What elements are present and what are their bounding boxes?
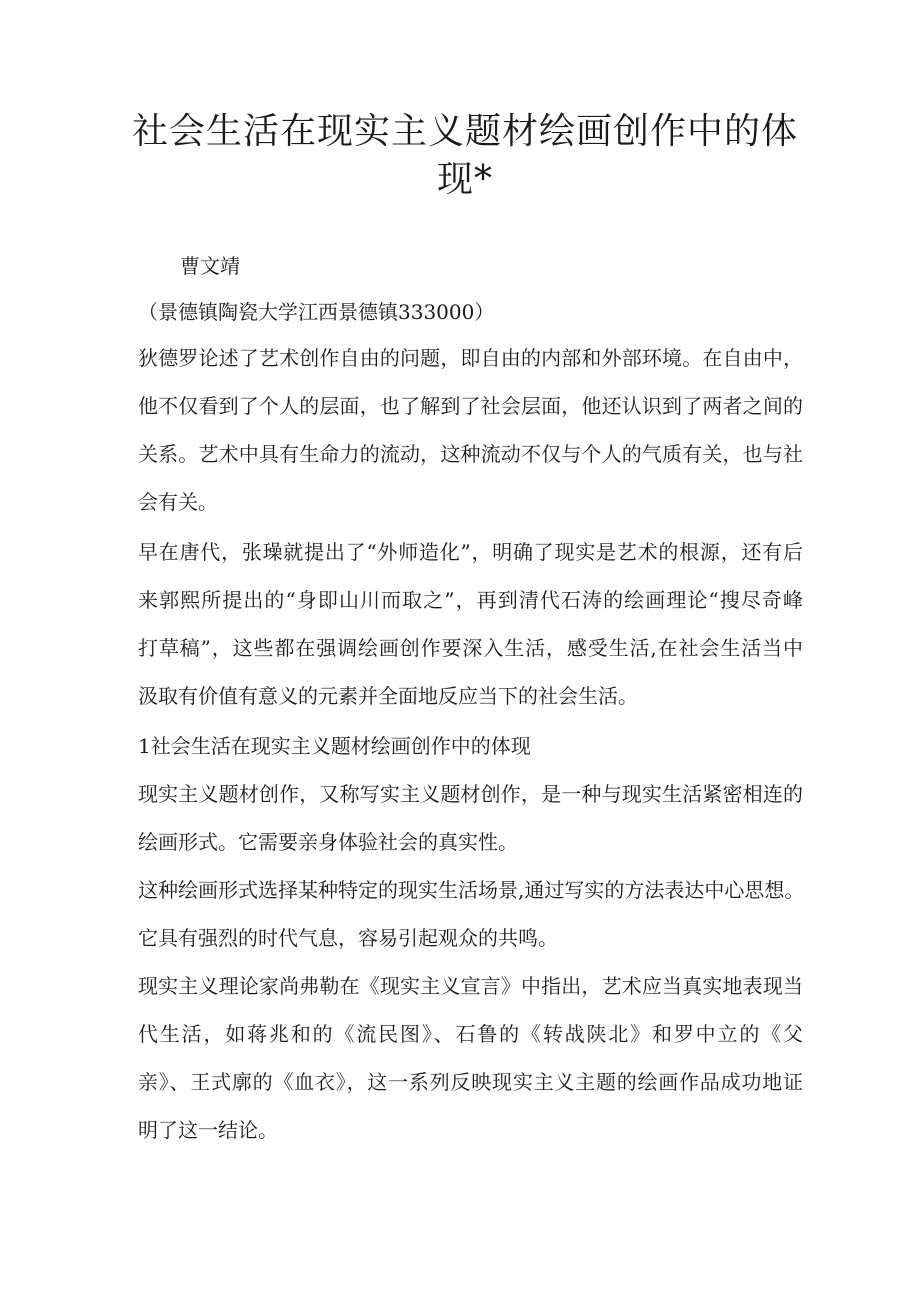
paragraph-line: 现实主义理论家尚弗勒在《现实主义宣言》中指出，艺术应当真实地表现当: [138, 974, 803, 998]
paragraph-line: 关系。艺术中具有生命力的流动，这种流动不仅与个人的气质有关，也与社: [138, 442, 803, 466]
paragraph-line: 绘画形式。它需要亲身体验社会的真实性。: [138, 830, 518, 854]
paragraph-line: 这种绘画形式选择某种特定的现实生活场景,通过写实的方法表达中心思想。: [138, 878, 805, 902]
paragraph-line: 他不仅看到了个人的层面，也了解到了社会层面，他还认识到了两者之间的: [138, 394, 803, 418]
paragraph-line: 它具有强烈的时代气息，容易引起观众的共鸣。: [138, 926, 558, 950]
title-line-2: 现*: [436, 159, 493, 200]
title-line-1: 社会生活在现实主义题材绘画创作中的体: [131, 111, 798, 152]
author-name: 曹文靖: [180, 254, 240, 278]
paragraph-line: 来郭熙所提出的“身即山川而取之”，再到清代石涛的绘画理论“搜尽奇峰: [138, 588, 803, 612]
paragraph-line: 明了这一结论。: [138, 1118, 278, 1142]
paragraph-line: 汲取有价值有意义的元素并全面地反应当下的社会生活。: [138, 684, 638, 708]
paragraph-line: 现实主义题材创作，又称写实主义题材创作，是一种与现实生活紧密相连的: [138, 782, 803, 806]
section-heading: 1社会生活在现实主义题材绘画创作中的体现: [138, 734, 531, 758]
author-affiliation: （景德镇陶瓷大学江西景德镇333000）: [138, 300, 495, 324]
paragraph-line: 早在唐代，张璪就提出了“外师造化”，明确了现实是艺术的根源，还有后: [138, 540, 803, 564]
paragraph-line: 会有关。: [138, 490, 218, 514]
paragraph-line: 亲》、王式廓的《血衣》，这一系列反映现实主义主题的绘画作品成功地证: [138, 1070, 803, 1094]
paragraph-line: 狄德罗论述了艺术创作自由的问题，即自由的内部和外部环境。在自由中，: [138, 346, 803, 370]
paragraph-line: 代生活，如蒋兆和的《流民图》、石鲁的《转战陕北》和罗中立的《父: [138, 1022, 803, 1046]
paragraph-line: 打草稿”，这些都在强调绘画创作要深入生活，感受生活,在社会生活当中: [138, 636, 803, 660]
